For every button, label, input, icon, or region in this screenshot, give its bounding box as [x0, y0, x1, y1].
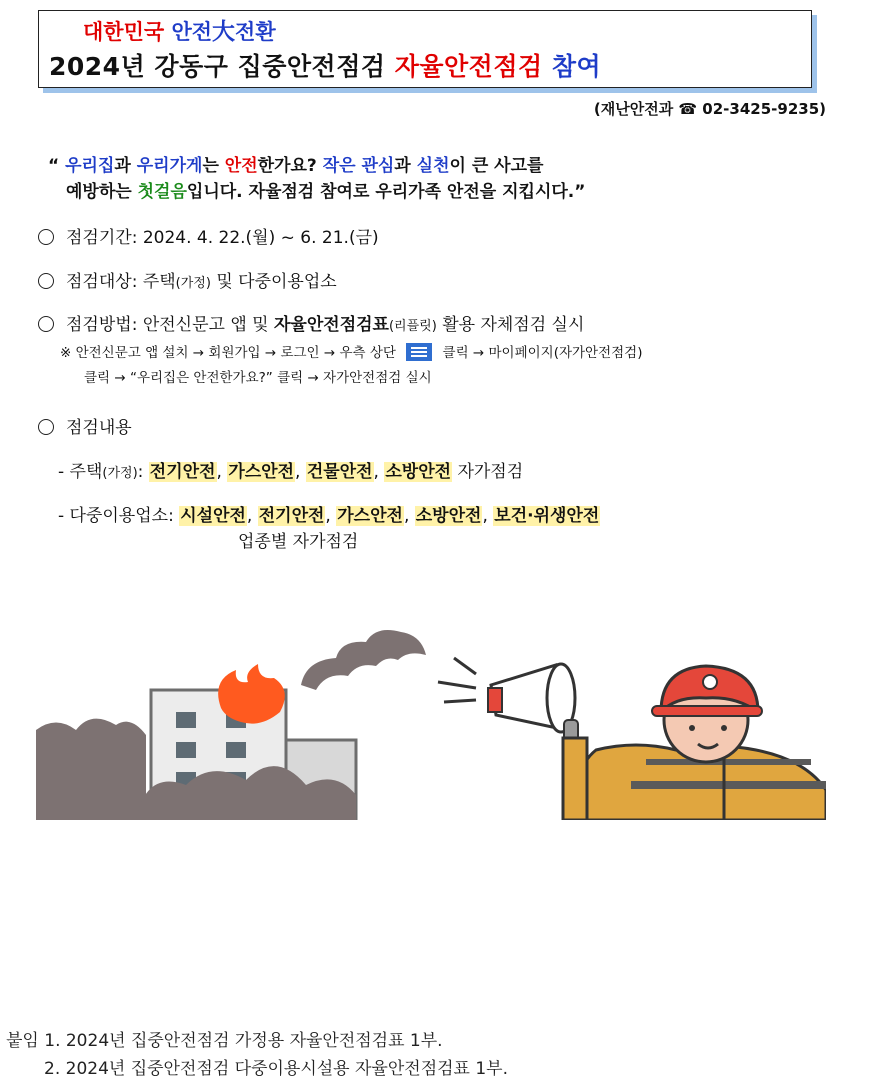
slogan-part-big: 大 [212, 19, 236, 45]
title-end: 참여 [551, 52, 602, 81]
quote-word: 예방하는 [66, 182, 138, 202]
hamburger-menu-icon [406, 343, 432, 361]
method-note [60, 341, 643, 391]
house-highlight: 건물안전 [306, 462, 373, 482]
bullet-circle-icon [38, 316, 54, 332]
item-method-paren: (리플릿) [388, 319, 437, 334]
slogan-part-korea: 대한민국 [83, 20, 165, 44]
quote-line-2 [48, 179, 585, 205]
quote-word: 작은 관심 [322, 156, 395, 176]
quote-word: 이 큰 사고를 [449, 156, 544, 176]
page-title [49, 47, 601, 83]
quote-word: 과 [394, 156, 417, 176]
quote-block [48, 153, 585, 205]
bullet-circle-icon [38, 229, 54, 245]
item-period-text: 점검기간: 2024. 4. 22.(월) ~ 6. 21.(금) [66, 228, 379, 248]
slogan-part-safety: 안전 [171, 20, 213, 44]
note-text: ※ 안전신문고 앱 설치 → 회원가입 → 로그인 → 우측 상단 [60, 345, 396, 361]
item-target-text: 점검대상: 주택 [66, 272, 176, 292]
separator: , [216, 462, 228, 482]
item-content [38, 413, 132, 438]
quote-word: 실천 [416, 156, 450, 176]
item-method-text2: 활용 자체점검 실시 [436, 315, 585, 335]
separator: , [482, 506, 494, 526]
business-label: - 다중이용업소: [58, 506, 180, 526]
separator: , [373, 462, 385, 482]
quote-line-1 [48, 153, 585, 179]
business-highlight: 전기안전 [258, 506, 325, 526]
business-highlight: 시설안전 [180, 506, 246, 526]
smoke-cloud-icon [36, 719, 146, 820]
separator: , [295, 462, 306, 482]
house-label: - 주택 [58, 462, 103, 482]
bullet-circle-icon [38, 273, 54, 289]
smoke-plume-icon [301, 630, 426, 690]
contact-info: (재난안전과 ☎ 02-3425-9235) [593, 100, 826, 118]
item-method [38, 310, 584, 335]
business-highlight: 소방안전 [415, 506, 482, 526]
megaphone-icon [438, 658, 578, 750]
item-period [38, 223, 379, 248]
bullet-circle-icon [38, 419, 54, 435]
business-line [58, 501, 600, 526]
item-target [38, 267, 337, 292]
quote-word: 한가요? [257, 156, 323, 176]
attachment-line-2: 2. 2024년 집중안전점검 다중이용시설용 자율안전점검표 1부. [44, 1059, 509, 1079]
quote-word: 입니다. 자율점검 참여로 우리가족 안전을 지킵시다.” [186, 182, 586, 202]
fire-safety-illustration [36, 620, 826, 820]
item-method-text: 점검방법: 안전신문고 앱 및 [66, 315, 274, 335]
item-method-bold: 자율안전점검표 [274, 315, 389, 335]
business-highlight: 보건·위생안전 [494, 506, 600, 526]
note-line-1 [60, 341, 643, 366]
house-tail: 자가점검 [457, 462, 524, 482]
separator: , [246, 506, 258, 526]
quote-word: 우리가게 [136, 156, 203, 176]
flame-icon [218, 664, 285, 724]
house-line [58, 457, 523, 482]
quote-word: 는 [202, 156, 225, 176]
house-colon: : [137, 462, 149, 482]
house-highlight: 가스안전 [228, 462, 295, 482]
firefighter-icon [563, 666, 826, 820]
item-target-paren: (가정) [175, 276, 211, 291]
quote-word: 우리집 [65, 156, 115, 176]
note-text: 클릭 → 마이페이지(자가안전점검) [442, 345, 643, 361]
item-target-text2: 및 다중이용업소 [210, 272, 337, 292]
house-highlight: 소방안전 [385, 462, 452, 482]
quote-word: 첫걸음 [137, 182, 187, 202]
title-accent: 자율안전점검 [394, 52, 543, 81]
business-tail: 업종별 자가점검 [238, 532, 359, 552]
separator: , [325, 506, 337, 526]
house-paren: (가정) [102, 466, 138, 481]
item-content-text: 점검내용 [66, 418, 132, 438]
title-main: 2024년 강동구 집중안전점검 [49, 52, 386, 81]
title-slogan [83, 13, 276, 46]
title-box [38, 10, 812, 88]
separator: , [403, 506, 415, 526]
slogan-part-transition: 전환 [235, 20, 276, 44]
business-highlight: 가스안전 [337, 506, 403, 526]
quote-word: 안전 [224, 156, 258, 176]
quote-open-mark: “ [48, 156, 60, 176]
house-highlight: 전기안전 [149, 462, 216, 482]
attachment-line-1: 붙임 1. 2024년 집중안전점검 가정용 자율안전점검표 1부. [6, 1031, 443, 1051]
note-line-2: 클릭 → “우리집은 안전한가요?” 클릭 → 자가안전점검 실시 [84, 370, 432, 386]
quote-word: 과 [114, 156, 137, 176]
